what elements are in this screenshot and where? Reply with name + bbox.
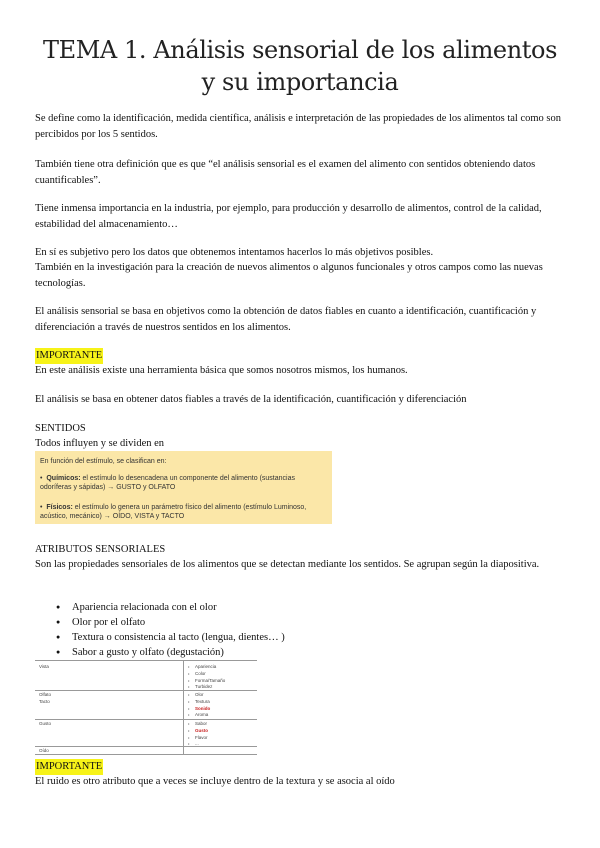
paragraph-data: El análisis se basa en obtener datos fiables a través de la identificación, cuantificación y diferenciación bbox=[35, 394, 467, 405]
table-cell-right: Turbidez bbox=[195, 684, 213, 689]
list-item: ● Olor por el olfato bbox=[56, 615, 506, 630]
important-label-2 bbox=[35, 759, 565, 775]
table-divider bbox=[183, 661, 184, 754]
highlight-important: IMPORTANTE bbox=[35, 759, 103, 775]
sentidos-text: Todos influyen y se dividen en bbox=[35, 438, 165, 449]
bullet-icon: • bbox=[188, 678, 190, 683]
paragraph-definition: Se define como la identificación, medida científica, análisis e interpretación de las propiedades de los alimentos tal como son percibidos por los 5 sentidos. bbox=[35, 113, 561, 140]
callout-item-chemical: • Químicos: el estímulo lo desencadena un componente del alimento (sustancias odoríferas y sápidas) → GUSTO y OLFATO bbox=[40, 475, 295, 491]
list-item: ● Apariencia relacionada con el olor bbox=[56, 600, 506, 615]
important-label-1 bbox=[35, 348, 565, 364]
table-row-line bbox=[35, 719, 257, 720]
table-cell-right: Aroma bbox=[195, 712, 209, 717]
table-cell-right: Flavor bbox=[195, 735, 208, 740]
callout-chemical-text: el estímulo lo desencadena un componente del alimento (sustancias odoríferas y sápidas) → GUSTO y OLFATO bbox=[40, 475, 295, 491]
table-cell-right: Sabor bbox=[195, 721, 208, 726]
heading-sentidos: SENTIDOS bbox=[35, 423, 86, 434]
paragraph-subjective: En sí es subjetivo pero los datos que obtenemos intentamos hacerlos lo más objetivos posibles. bbox=[35, 247, 434, 258]
bullet-icon: • bbox=[188, 728, 190, 733]
bullet-icon: • bbox=[188, 664, 190, 669]
table-cell-right: Gusto bbox=[195, 728, 208, 733]
bullet-icon: • bbox=[188, 712, 190, 717]
paragraph-importance: Tiene inmensa importancia en la industria, por ejemplo, para producción y desarrollo de alimentos, control de la calidad, estabilidad del almacenamiento… bbox=[35, 203, 542, 230]
paragraph-second-definition: También tiene otra definición que es que “el análisis sensorial es el examen del alimento con sentidos obteniendo datos cuantificables”. bbox=[35, 159, 536, 186]
list-item: ● Sabor a gusto y olfato (degustación) bbox=[56, 645, 506, 660]
table-cell-left: Vista bbox=[39, 664, 49, 669]
paragraph-research: También en la investigación para la creación de nuevos alimentos o algunos funcionales y otros campos como las nuevas tecnologías. bbox=[35, 262, 543, 289]
table-cell-right: Olor bbox=[195, 692, 204, 697]
paragraph-objectives: El análisis sensorial se basa en objetivos como la obtención de datos fiables en cuanto a identificación, cuantificación y diferenciación a través de nuestros sentidos en los alimentos. bbox=[35, 306, 537, 333]
senses-attributes-table bbox=[35, 660, 257, 755]
list-item: ● Textura o consistencia al tacto (lengua, dientes… ) bbox=[56, 630, 506, 645]
bullet-icon: • bbox=[188, 684, 190, 689]
table-row-line bbox=[35, 690, 257, 691]
callout-physical-text: el estímulo lo genera un parámetro físico del alimento (estímulo Luminoso, acústico, mecánico) → OÍDO, VISTA y TACTO bbox=[40, 504, 307, 520]
table-cell-right: Color bbox=[195, 671, 206, 676]
table-cell-right: ... bbox=[195, 741, 199, 746]
table-cell-right: Textura bbox=[195, 699, 210, 704]
paragraph-tool: En este análisis existe una herramienta básica que somos nosotros mismos, los humanos. bbox=[35, 365, 408, 376]
table-cell-left: Oído bbox=[39, 748, 49, 753]
stimulus-callout-image bbox=[35, 451, 332, 524]
heading-atributos: ATRIBUTOS SENSORIALES bbox=[35, 544, 166, 555]
bullet-icon: • bbox=[188, 699, 190, 704]
bullet-icon: • bbox=[188, 706, 190, 711]
table-row-line bbox=[35, 746, 257, 747]
table-cell-right: Apariencia bbox=[195, 664, 217, 669]
table-cell-left: Tacto bbox=[39, 699, 50, 704]
paragraph-noise: El ruido es otro atributo que a veces se incluye dentro de la textura y se asocia al oído bbox=[35, 776, 395, 787]
table-cell-left: Gusto bbox=[39, 721, 52, 726]
callout-intro: En función del estímulo, se clasifican en: bbox=[40, 458, 167, 465]
bullet-icon: • bbox=[188, 692, 190, 697]
callout-item-physical: • Físicos: el estímulo lo genera un parámetro físico del alimento (estímulo Luminoso, acústico, mecánico) → OÍDO, VISTA y TACTO bbox=[40, 504, 307, 520]
bullet-icon: • bbox=[188, 671, 190, 676]
table-cell-right: Forma/Tamaño bbox=[195, 678, 226, 683]
page-title: TEMA 1. Análisis sensorial de los alimentos y su importancia bbox=[42, 36, 558, 96]
atributos-text: Son las propiedades sensoriales de los alimentos que se detectan mediante los sentidos. Se agrupan según la diapositiva. bbox=[35, 559, 540, 570]
highlight-important: IMPORTANTE bbox=[35, 348, 103, 364]
table-cell-right: Sonido bbox=[195, 706, 211, 711]
table-cell-left: Olfato bbox=[39, 692, 52, 697]
callout-chemical-label: Químicos: bbox=[46, 475, 81, 482]
callout-physical-label: Físicos: bbox=[46, 504, 73, 511]
bullet-icon: • bbox=[188, 741, 190, 746]
bullet-icon: • bbox=[188, 735, 190, 740]
bullet-icon: • bbox=[188, 721, 190, 726]
attributes-list bbox=[56, 600, 506, 660]
